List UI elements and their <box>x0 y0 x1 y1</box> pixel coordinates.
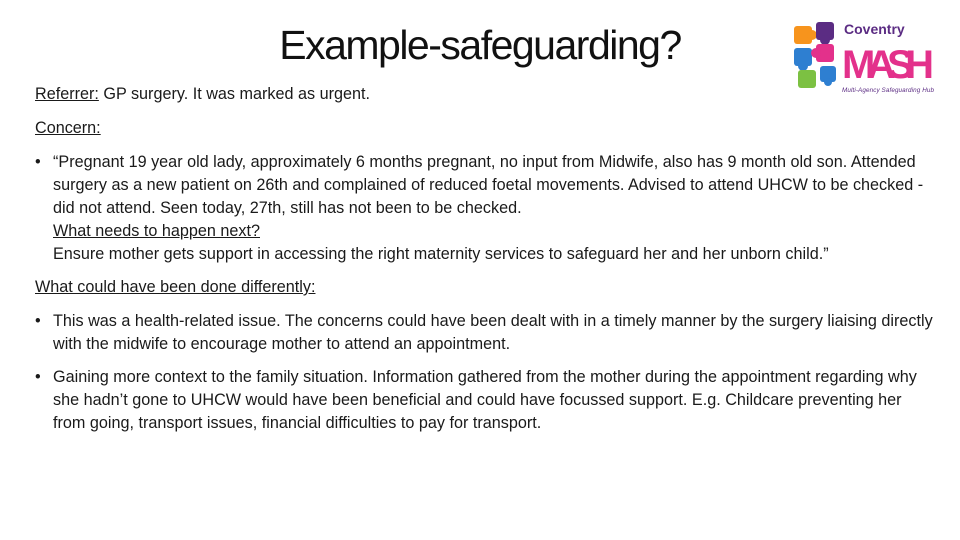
logo-main-text: MASH <box>842 43 934 87</box>
referrer-text: GP surgery. It was marked as urgent. <box>98 85 370 103</box>
list-item: • This was a health-related issue. The concerns could have been dealt with in a timely manner by the surgery liaising directly with the midwife to encourage mother to attend an appointment. <box>35 310 935 356</box>
logo-sub-text: Multi-Agency Safeguarding Hub <box>842 87 934 94</box>
concern-quote <box>35 151 935 266</box>
page-title: Example-safeguarding? <box>279 22 681 68</box>
differently-label: What could have been done differently: <box>35 278 316 296</box>
referrer-label: Referrer: <box>35 85 99 103</box>
concern-label: Concern: <box>35 119 101 137</box>
concern-quote-text: • “Pregnant 19 year old lady, approximately 6 months pregnant, no input from Midwife, also has 9 month old son. Attended surgery as a new patient on 26th and complained of reduced foetal movements. Advised to attend UHCW to be checked - did not attend. Seen today, 27th, still has not been to be checked. <box>53 153 924 217</box>
next-steps-label: What needs to happen next? <box>53 222 260 240</box>
logo-top-text: Coventry <box>844 21 905 37</box>
referrer-line <box>35 83 935 106</box>
list-item: • Gaining more context to the family situation. Information gathered from the mother during the appointment regarding why she hadn’t gone to UHCW would have been beneficial and could have focussed support. E.g. Childcare preventing her from going, transport issues, financial difficulties to pay for transport. <box>35 366 935 435</box>
slide-body <box>35 83 935 445</box>
next-steps-text: Ensure mother gets support in accessing the right maternity services to safeguard her and her unborn child.” <box>53 245 829 263</box>
puzzle-icon <box>794 22 836 88</box>
